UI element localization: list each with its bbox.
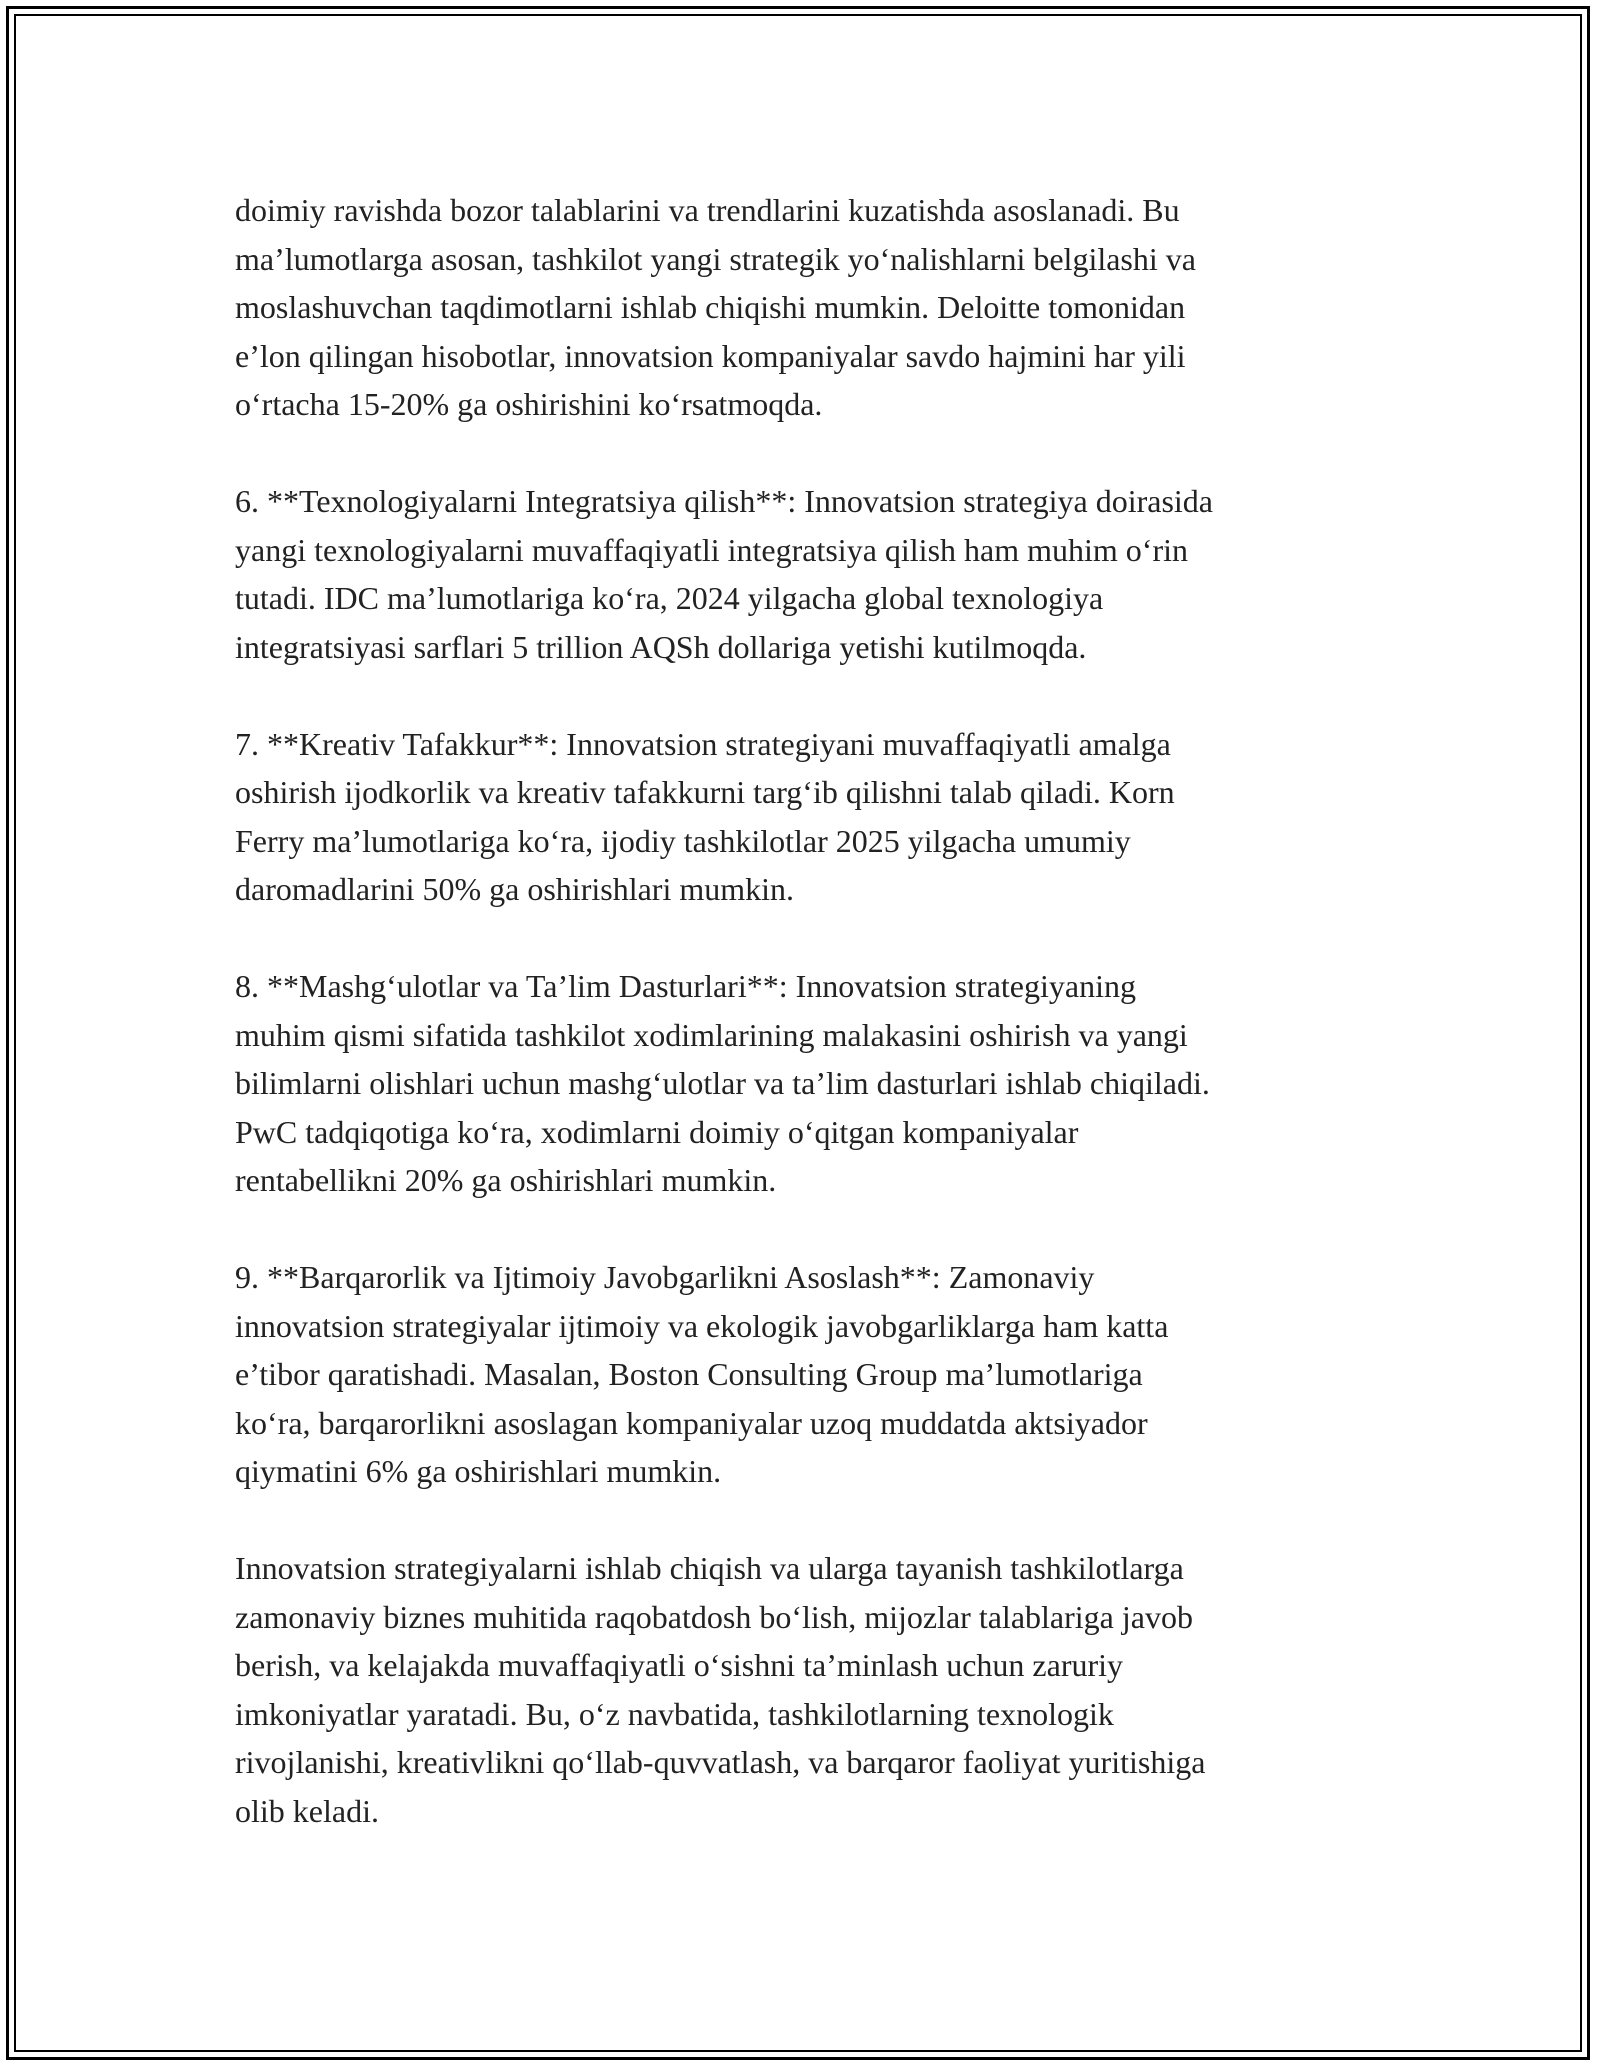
paragraph-item-6 [235,477,1385,671]
text-line: rentabellikni 20% ga oshirishlari mumkin. [235,1162,777,1198]
paragraph-item-8 [235,962,1385,1205]
text-line: rivojlanishi, kreativlikni qo‘llab-quvvatlash, va barqaror faoliyat yuritishiga [235,1744,1206,1780]
text-line: qiymatini 6% ga oshirishlari mumkin. [235,1453,722,1489]
text-line: 7. **Kreativ Tafakkur**: Innovatsion strategiyani muvaffaqiyatli amalga [235,725,1171,762]
text-line: olib keladi. [235,1792,379,1829]
text-line: doimiy ravishda bozor talablarini va trendlarini kuzatishda asoslanadi. Bu [235,192,1180,228]
text-line: tutadi. IDC ma’lumotlariga ko‘ra, 2024 yilgacha global texnologiya [235,580,1104,616]
text-line: o‘rtacha 15-20% ga oshirishini ko‘rsatmoqda. [235,386,823,422]
text-line: Ferry ma’lumotlariga ko‘ra, ijodiy tashkilotlar 2025 yilgacha umumiy [235,822,1131,859]
text-line: ko‘ra, barqarorlikni asoslagan kompaniyalar uzoq muddatda aktsiyador [235,1404,1148,1441]
text-line: 8. **Mashg‘ulotlar va Ta’lim Dasturlari**: Innovatsion strategiyaning [235,968,1136,1004]
text-line: 9. **Barqarorlik va Ijtimoiy Javobgarlikni Asoslash**: Zamonaviy [235,1259,1095,1295]
text-line: 6. **Texnologiyalarni Integratsiya qilish**: Innovatsion strategiya doirasida [235,483,1213,519]
paragraph-intro-continuation [235,186,1385,429]
paragraph-item-9 [235,1253,1385,1496]
text-line: Innovatsion strategiyalarni ishlab chiqish va ularga tayanish tashkilotlarga [235,1550,1184,1586]
text-line: PwC tadqiqotiga ko‘ra, xodimlarni doimiy o‘qitgan kompaniyalar [235,1113,1079,1150]
text-line: innovatsion strategiyalar ijtimoiy va ekologik javobgarliklarga ham katta [235,1307,1169,1344]
text-line: moslashuvchan taqdimotlarni ishlab chiqishi mumkin. Deloitte tomonidan [235,289,1186,325]
text-line: ma’lumotlarga asosan, tashkilot yangi strategik yo‘nalishlarni belgilashi va [235,240,1196,277]
text-line: oshirish ijodkorlik va kreativ tafakkurni targ‘ib qilishni talab qiladi. Korn [235,774,1175,810]
text-line: imkoniyatlar yaratadi. Bu, o‘z navbatida, tashkilotlarning texnologik [235,1695,1114,1732]
paragraph-conclusion [235,1544,1385,1835]
text-line: muhim qismi sifatida tashkilot xodimlarining malakasini oshirish va yangi [235,1016,1188,1053]
text-line: bilimlarni olishlari uchun mashg‘ulotlar va ta’lim dasturlari ishlab chiqiladi. [235,1065,1210,1101]
paragraph-item-7 [235,720,1385,914]
text-line: daromadlarini 50% ga oshirishlari mumkin. [235,871,794,907]
text-line: yangi texnologiyalarni muvaffaqiyatli integratsiya qilish ham muhim o‘rin [235,531,1188,568]
text-line: berish, va kelajakda muvaffaqiyatli o‘sishni ta’minlash uchun zaruriy [235,1647,1124,1683]
document-body [235,186,1385,1884]
text-line: integratsiyasi sarflari 5 trillion AQSh dollariga yetishi kutilmoqda. [235,628,1087,665]
text-line: zamonaviy biznes muhitida raqobatdosh bo‘lish, mijozlar talablariga javob [235,1598,1193,1635]
text-line: e’lon qilingan hisobotlar, innovatsion kompaniyalar savdo hajmini har yili [235,337,1186,374]
text-line: e’tibor qaratishadi. Masalan, Boston Consulting Group ma’lumotlariga [235,1356,1143,1392]
